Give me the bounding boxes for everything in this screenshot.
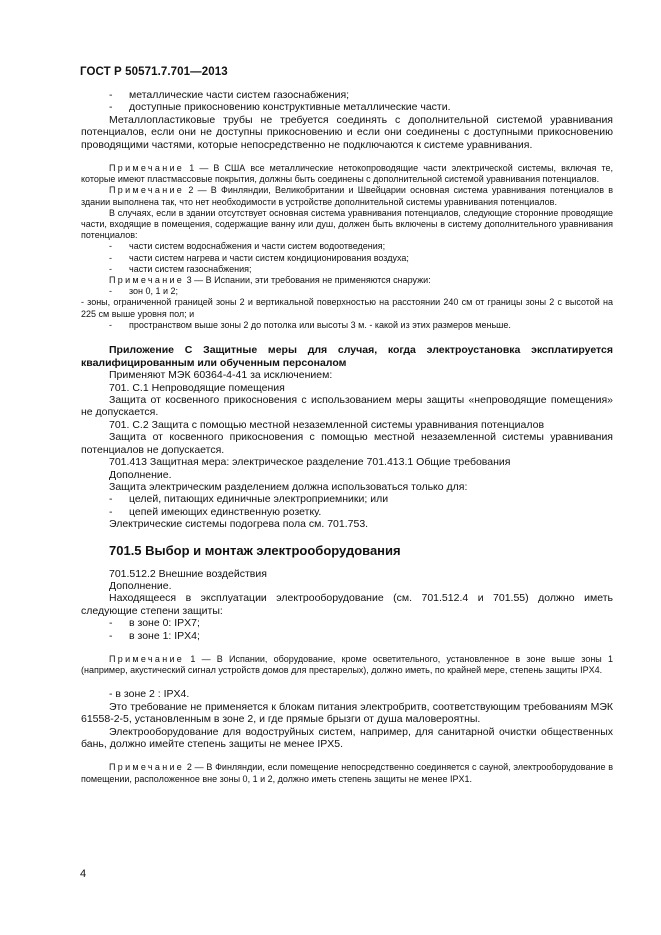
- list-item: - в зоне 0: IPX7;: [109, 617, 200, 630]
- paragraph-cases: В случаях, если в здании отсутствует основная система уравнивания потенциалов, следующие сторонние проводящие части, входящие в помещения, содержащие ванну или душ, должен быть включены в систему дополнительного уравнивания потенциалов:: [81, 207, 613, 241]
- list-item: - в зоне 1: IPX4;: [109, 629, 200, 642]
- addition-label: Дополнение.: [109, 579, 172, 592]
- list-item: - части систем газоснабжения;: [109, 263, 252, 274]
- note-1: Примечание 1 — В США все металлические нетокопроводящие части электрической системы, включая те, которые имеют пластмассовые покрытия, должны быть соединены с дополнительной системой уравнивания потенциалов.: [81, 163, 613, 185]
- note-3-zone: - зоны, ограниченной границей зоны 2 и вертикальной поверхностью на расстоянии 240 см от границы зоны 2 с высотой на 225 см выше уровня пол; и: [81, 297, 613, 319]
- list-item: - целей, питающих единичные электроприемники; или: [109, 493, 389, 506]
- c2-text: Защита от косвенного прикосновения с помощью местной незаземленной системы уравнивания потенциалов не допускается.: [81, 431, 613, 456]
- floor-heating-text: Электрические системы подогрева пола см. 701.753.: [109, 518, 369, 531]
- section-title: 701.5 Выбор и монтаж электрооборудования: [109, 542, 401, 558]
- zone-2-text: - в зоне 2 : IPX4.: [109, 688, 190, 701]
- paragraph-metal-plastic: Металлопластиковые трубы не требуется соединять с дополнительной системой уравнивания потенциалов, если они не доступны прикосновению и если они соединены с доступными прикосновению проводящими частями, которые непосредственно не подключаются к системе уравнивания.: [81, 113, 613, 151]
- list-item: - части систем нагрева и части систем кондиционирования воздуха;: [109, 252, 409, 263]
- note-finland: Примечание 2 — В Финляндии, если помещение непосредственно соединяется с сауной, электрооборудование в помещении, расположенное вне зоны 0, 1 и 2, должно иметь степень защиты не менее IPX1.: [81, 762, 613, 784]
- list-item: - металлические части систем газоснабжения;: [109, 89, 350, 101]
- c1-text: Защита от косвенного прикосновения с использованием меры защиты «непроводящие помещения» не допускается.: [81, 394, 613, 419]
- list-item: - части систем водоснабжения и части систем водоотведения;: [109, 241, 386, 252]
- section-413: 701.413 Защитная мера: электрическое разделение 701.413.1 Общие требования: [109, 456, 511, 469]
- equipment-text: Находящееся в эксплуатации электрооборудование (см. 701.512.4 и 701.55) должно иметь следующие степени защиты:: [81, 592, 613, 617]
- page-number: 4: [80, 868, 87, 880]
- c2-title: 701. С.2 Защита с помощью местной незаземленной системы уравнивания потенциалов: [109, 418, 545, 431]
- note-3: Примечание 3 — В Испании, эти требования не применяются снаружи:: [109, 275, 431, 286]
- separation-text: Защита электрическим разделением должна использоваться только для:: [109, 480, 468, 493]
- addition-label: Дополнение.: [109, 468, 172, 481]
- list-item: - зон 0, 1 и 2;: [109, 286, 179, 297]
- apply-text: Применяют МЭК 60364-4-41 за исключением:: [109, 369, 333, 382]
- jet-systems-text: Электрооборудование для водоструйных систем, например, для санитарной очистки общественных бань, должно имейте степень защиты не менее IPX5.: [81, 725, 613, 751]
- section-512: 701.512.2 Внешние воздействия: [109, 567, 267, 580]
- document-header: ГОСТ Р 50571.7.701—2013: [80, 66, 228, 78]
- list-item: - доступные прикосновению конструктивные металлические части.: [109, 101, 451, 114]
- c1-title: 701. С.1 Непроводящие помещения: [109, 381, 285, 394]
- list-item: - цепей имеющих единственную розетку.: [109, 505, 322, 518]
- note-2: Примечание 2 — В Финляндии, Великобритании и Швейцарии основная система уравнивания потенциалов в здании выполнена так, что нет необходимости в устройстве дополнительной системы уравнивания потенциалов.: [81, 185, 613, 207]
- note-spain: Примечание 1 — В Испании, оборудование, кроме осветительного, установленное в зоне выше зоны 1 (например, акустический сигнал устройств домов для престарелых), должно иметь, по крайней мере, степень защиты IPX4.: [81, 653, 613, 676]
- requirement-text: Это требование не применяется к блокам питания электробритв, соответствующим требованиям МЭК 61558-2-5, установленным в зоне 2, и где прямые брызги от душа маловероятны.: [81, 700, 613, 726]
- page-content: [81, 89, 613, 785]
- list-item: - пространством выше зоны 2 до потолка или высоты 3 м. - какой из этих размеров меньше.: [109, 319, 511, 330]
- appendix-title: Приложение С Защитные меры для случая, когда электроустановка эксплатируется квалифицированным или обученным персоналом: [81, 344, 613, 369]
